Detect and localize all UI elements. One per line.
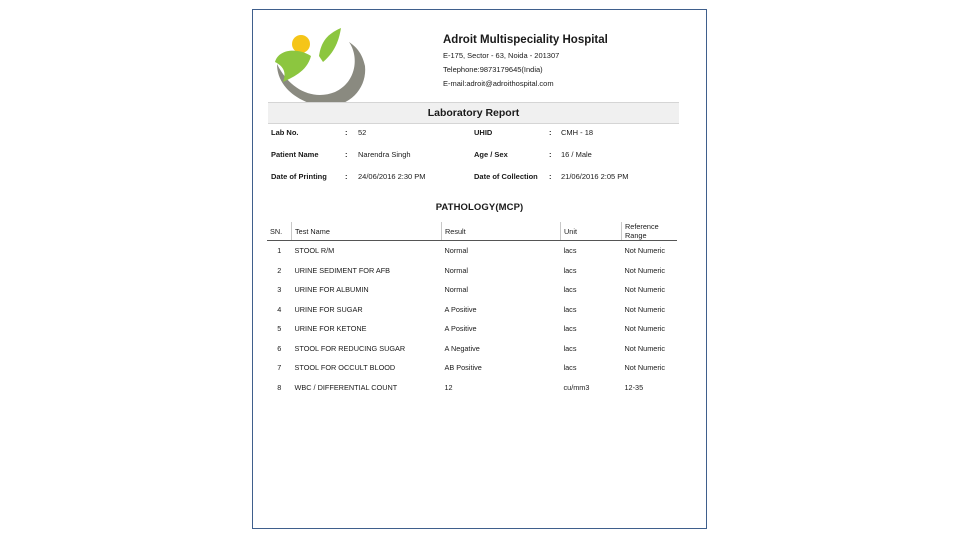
colon: : [549, 172, 552, 181]
age-sex-value: 16 / Male [561, 150, 592, 159]
cell-reference-range: Not Numeric [624, 246, 666, 256]
hospital-email: E-mail:adroit@adroithospital.com [443, 79, 554, 88]
cell-result: 12 [444, 382, 453, 392]
lab-no-label: Lab No. [271, 128, 299, 137]
cell-reference-range: Not Numeric [624, 343, 666, 353]
header-unit: Unit [561, 222, 622, 241]
cell-test-name: STOOL R/M [294, 246, 335, 256]
header-result: Result [442, 222, 561, 241]
colon: : [549, 128, 552, 137]
table-row [267, 300, 677, 320]
cell-result: A Negative [444, 343, 480, 353]
cell-sn: 3 [277, 285, 282, 295]
age-sex-label: Age / Sex [474, 150, 508, 159]
table-row [267, 241, 677, 261]
cell-reference-range: Not Numeric [624, 304, 666, 314]
lab-report-page [252, 9, 707, 529]
cell-reference-range: Not Numeric [624, 285, 666, 295]
table-header-row [267, 222, 677, 241]
date-printing-label: Date of Printing [271, 172, 327, 181]
uhid-value: CMH - 18 [561, 128, 594, 137]
cell-sn: 5 [277, 324, 282, 334]
patient-name-label: Patient Name [271, 150, 319, 159]
cell-sn: 8 [277, 382, 282, 392]
cell-reference-range: Not Numeric [624, 324, 666, 334]
cell-sn: 7 [277, 363, 282, 373]
cell-unit: lacs [563, 246, 577, 256]
hospital-address: E-175, Sector - 63, Noida - 201307 [443, 51, 560, 60]
cell-unit: lacs [563, 304, 577, 314]
cell-test-name: STOOL FOR OCCULT BLOOD [294, 363, 396, 373]
cell-sn: 2 [277, 265, 282, 275]
cell-result: A Positive [444, 304, 477, 314]
patient-name-value: Narendra Singh [358, 150, 411, 159]
cell-unit: lacs [563, 363, 577, 373]
header-sn: SN. [267, 222, 292, 241]
hospital-name: Adroit Multispeciality Hospital [443, 34, 608, 46]
cell-result: Normal [444, 265, 469, 275]
cell-unit: lacs [563, 324, 577, 334]
date-collection-value: 21/06/2016 2:05 PM [561, 172, 629, 181]
cell-unit: lacs [563, 343, 577, 353]
cell-unit: lacs [563, 285, 577, 295]
cell-result: AB Positive [444, 363, 482, 373]
table-row [267, 378, 677, 398]
cell-reference-range: 12-35 [624, 382, 644, 392]
cell-test-name: URINE FOR KETONE [294, 324, 367, 334]
cell-test-name: WBC / DIFFERENTIAL COUNT [294, 382, 398, 392]
cell-sn: 6 [277, 343, 282, 353]
date-collection-label: Date of Collection [474, 172, 538, 181]
header-reference-range: Reference Range [622, 222, 678, 241]
cell-result: Normal [444, 285, 469, 295]
lab-no-value: 52 [358, 128, 367, 137]
cell-test-name: URINE FOR ALBUMIN [294, 285, 369, 295]
cell-reference-range: Not Numeric [624, 363, 666, 373]
table-row [267, 358, 677, 378]
colon: : [345, 128, 348, 137]
cell-unit: cu/mm3 [563, 382, 590, 392]
report-title: Laboratory Report [268, 102, 679, 124]
cell-test-name: STOOL FOR REDUCING SUGAR [294, 343, 406, 353]
cell-unit: lacs [563, 265, 577, 275]
cell-sn: 1 [277, 246, 282, 256]
colon: : [549, 150, 552, 159]
table-row [267, 339, 677, 359]
hospital-telephone: Telephone:9873179645(India) [443, 65, 543, 74]
colon: : [345, 150, 348, 159]
results-table [267, 222, 677, 397]
table-row [267, 261, 677, 281]
table-row [267, 280, 677, 300]
cell-test-name: URINE SEDIMENT FOR AFB [294, 265, 391, 275]
cell-reference-range: Not Numeric [624, 265, 666, 275]
colon: : [345, 172, 348, 181]
cell-result: Normal [444, 246, 469, 256]
cell-result: A Positive [444, 324, 477, 334]
header-test-name: Test Name [292, 222, 442, 241]
table-row [267, 319, 677, 339]
uhid-label: UHID [474, 128, 493, 137]
cell-test-name: URINE FOR SUGAR [294, 304, 363, 314]
cell-sn: 4 [277, 304, 282, 314]
section-title: PATHOLOGY(MCP) [435, 202, 524, 213]
date-printing-value: 24/06/2016 2:30 PM [358, 172, 426, 181]
